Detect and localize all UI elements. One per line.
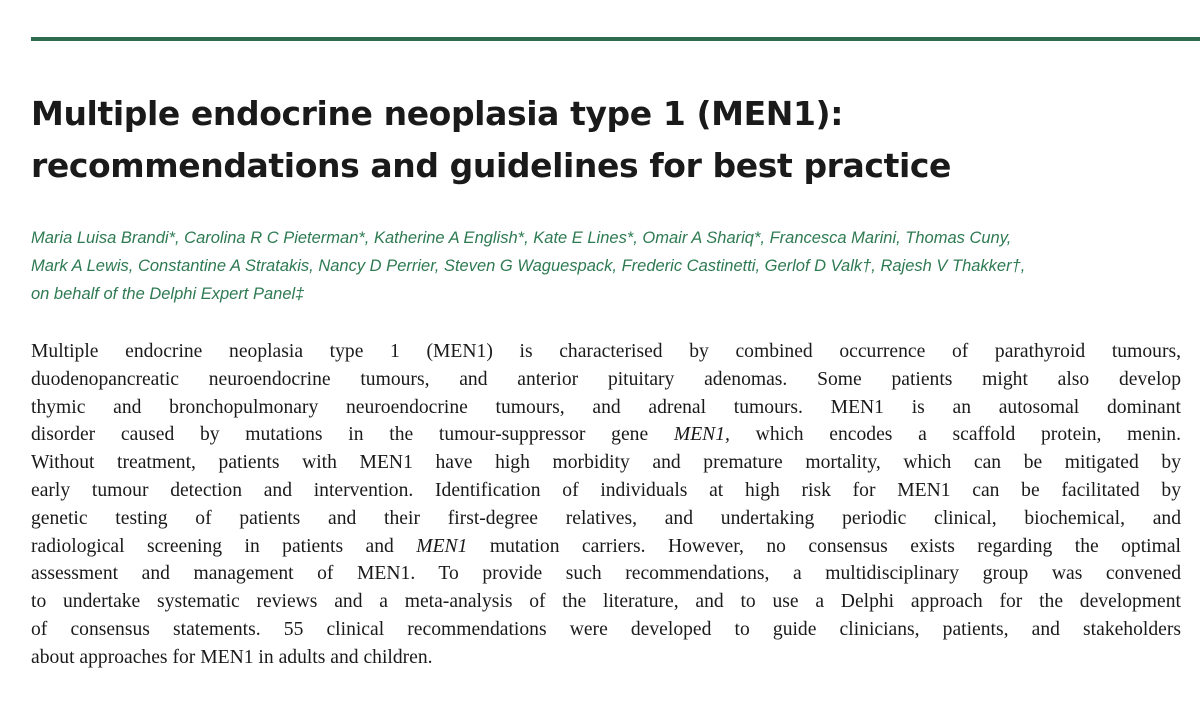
abstract-line-4-end: which encodes a scaffold protein, menin. bbox=[729, 424, 1181, 446]
abstract-line-11: of consensus statements. 55 clinical recommendations were developed to guide clinicians, patients, and stakeholders bbox=[31, 618, 1181, 640]
article-title bbox=[31, 88, 1191, 192]
abstract-line-4 bbox=[31, 421, 1181, 449]
abstract-line-4-start: disorder caused by mutations in the tumour-suppressor gene bbox=[31, 424, 674, 446]
gene-name: MEN1, bbox=[673, 424, 730, 446]
abstract-line-1: Multiple endocrine neoplasia type 1 (MEN1) is characterised by combined occurrence of parathyroid tumours, bbox=[31, 341, 1181, 362]
author-line-1: Maria Luisa Brandi*, Carolina R C Pieterman*, Katherine A English*, Kate E Lines*, Omair A Shariq*, Francesca Marini, Thomas Cuny, bbox=[31, 229, 1012, 247]
abstract bbox=[31, 338, 1181, 672]
abstract-line-8 bbox=[31, 533, 1181, 561]
author-line-3: on behalf of the Delphi Expert Panel‡ bbox=[31, 285, 305, 303]
abstract-line-3: thymic and bronchopulmonary neuroendocrine tumours, and adrenal tumours. MEN1 is an autosomal dominant bbox=[31, 396, 1181, 418]
header-rule bbox=[31, 37, 1200, 41]
abstract-line-2: duodenopancreatic neuroendocrine tumours, and anterior pituitary adenomas. Some patients might also develop bbox=[31, 368, 1181, 390]
author-line-2: Mark A Lewis, Constantine A Stratakis, Nancy D Perrier, Steven G Waguespack, Frederic Castinetti, Gerlof D Valk†, Rajesh V Thakker†, bbox=[31, 257, 1026, 275]
abstract-line-10: to undertake systematic reviews and a meta-analysis of the literature, and to use a Delphi approach for the development bbox=[31, 591, 1181, 613]
abstract-line-8-start: radiological screening in patients and bbox=[31, 535, 417, 557]
title-line-2: recommendations and guidelines for best practice bbox=[31, 146, 951, 185]
abstract-line-5: Without treatment, patients with MEN1 have high morbidity and premature mortality, which can be mitigated by bbox=[31, 452, 1181, 474]
author-list bbox=[31, 224, 1196, 308]
title-line-1: Multiple endocrine neoplasia type 1 (MEN1): bbox=[31, 94, 844, 133]
abstract-line-7: genetic testing of patients and their first-degree relatives, and undertaking periodic clinical, biochemical, and bbox=[31, 507, 1181, 529]
gene-name: MEN1 bbox=[416, 535, 468, 557]
abstract-line-8-end: mutation carriers. However, no consensus exists regarding the optimal bbox=[467, 535, 1181, 557]
abstract-line-9: assessment and management of MEN1. To provide such recommendations, a multidisciplinary group was convened bbox=[31, 563, 1181, 585]
abstract-line-12: about approaches for MEN1 in adults and children. bbox=[31, 646, 433, 668]
abstract-line-6: early tumour detection and intervention. Identification of individuals at high risk for MEN1 can be facilitated by bbox=[31, 479, 1181, 501]
